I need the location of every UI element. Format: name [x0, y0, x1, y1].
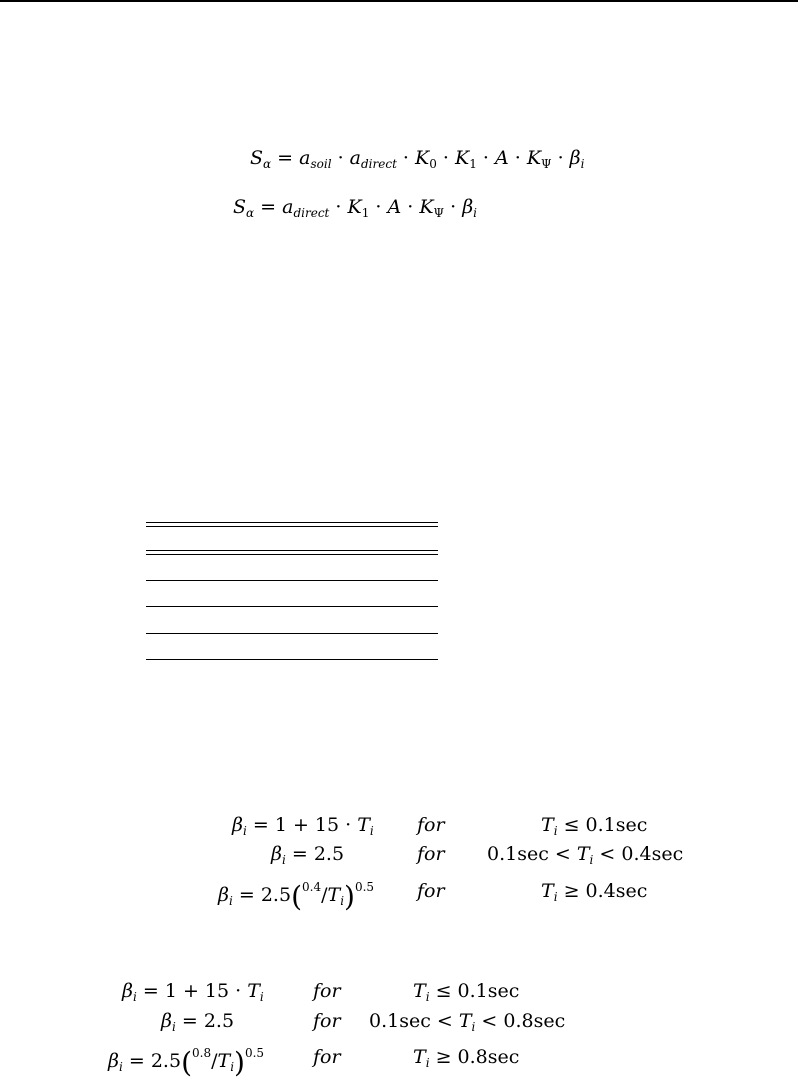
beta-cond: $0.1\sec < T_i < 0.8\sec$: [369, 1010, 566, 1034]
table-header-rule: [146, 550, 438, 551]
beta-for-label: for: [313, 980, 341, 1002]
table-top-rule: [146, 522, 438, 523]
beta-cond: $T_i \le 0.1\sec$: [541, 814, 648, 838]
beta-eq-plateau: $\beta_i = 2.5$: [271, 843, 345, 867]
beta-eq-decay: $\beta_i = 2.5(^{0.4}/T_i)^{0.5}$: [218, 880, 375, 913]
equation-sa-full: $S_\alpha = a_{soil} \cdot a_{direct} \cdot K_0 \cdot K_1 \cdot A \cdot K_\Psi \cdot \beta_i$: [250, 147, 585, 171]
beta-for-label: for: [313, 1010, 341, 1032]
beta-eq-plateau: $\beta_i = 2.5$: [161, 1010, 235, 1034]
beta-eq-linear: $\beta_i = 1 + 15 \cdot T_i$: [122, 980, 264, 1004]
beta-cond: $T_i \le 0.1\sec$: [413, 980, 520, 1004]
equation-sa-reduced: $S_\alpha = a_{direct} \cdot K_1 \cdot A \cdot K_\Psi \cdot \beta_i$: [233, 196, 478, 220]
table-row-rule: [146, 606, 438, 607]
beta-eq-decay: $\beta_i = 2.5(^{0.8}/T_i)^{0.5}$: [108, 1046, 265, 1079]
beta-cond: $0.1\sec < T_i < 0.4\sec$: [487, 843, 684, 867]
beta-for-label: for: [313, 1046, 341, 1068]
beta-eq-linear: $\beta_i = 1 + 15 \cdot T_i$: [232, 814, 374, 838]
beta-for-label: for: [417, 880, 445, 902]
beta-cond: $T_i \ge 0.8\sec$: [413, 1046, 520, 1070]
table-row-rule: [146, 633, 438, 634]
table-top-rule-double: [146, 526, 438, 527]
table-header-rule-double: [146, 554, 438, 555]
beta-for-label: for: [417, 843, 445, 865]
page-top-rule: [0, 0, 798, 2]
table-row-rule: [146, 580, 438, 581]
table-bottom-rule: [146, 659, 438, 660]
beta-cond: $T_i \ge 0.4\sec$: [541, 880, 648, 904]
beta-for-label: for: [417, 814, 445, 836]
